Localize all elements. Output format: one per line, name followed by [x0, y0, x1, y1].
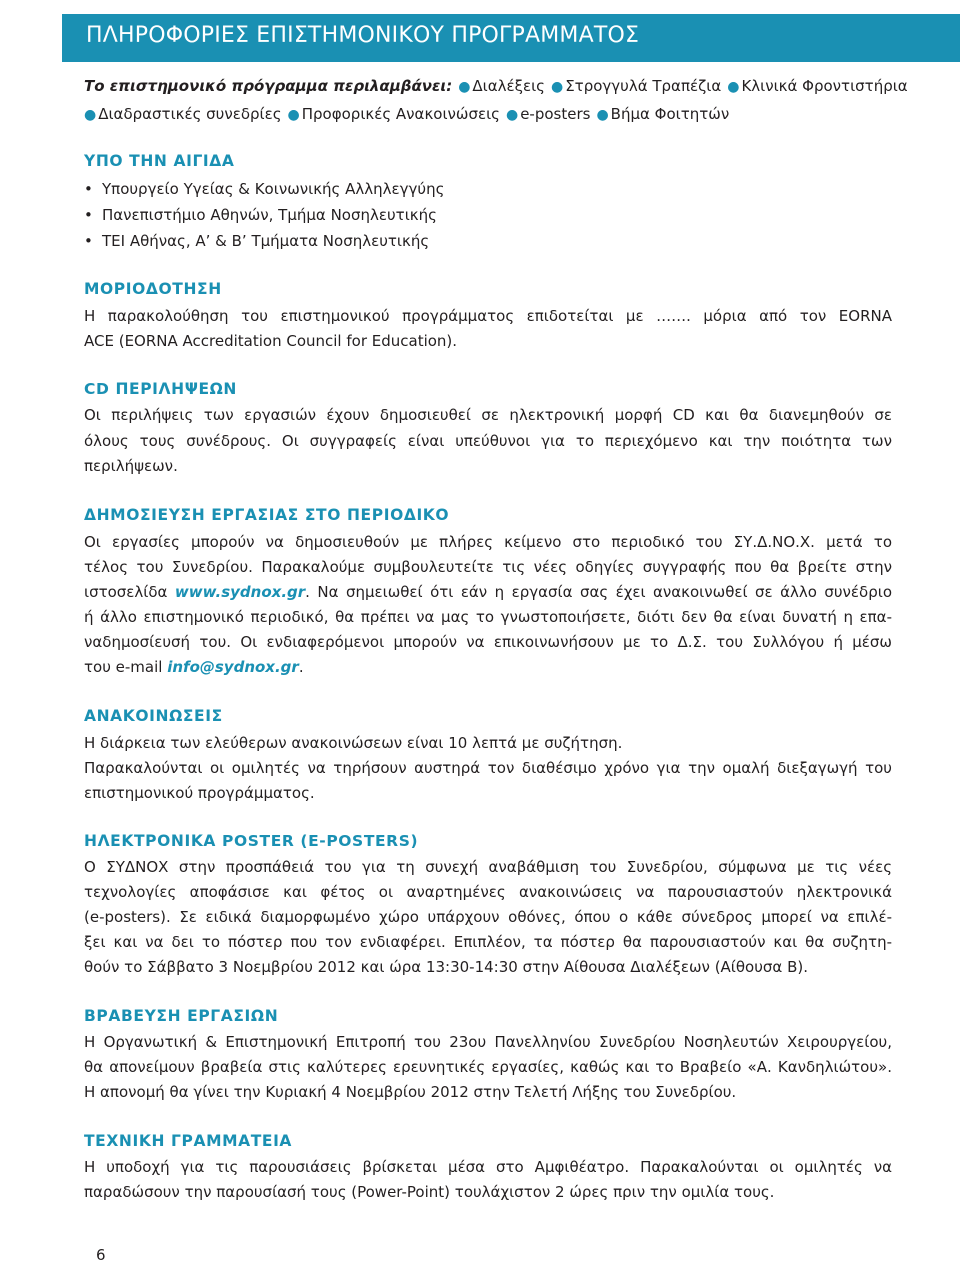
- section-heading-cd: CD ΠΕΡΙΛΗΨΕΩΝ: [84, 380, 237, 398]
- text-span: . Να σημειωθεί ότι εάν η εργασία σας έχει ανακοινωθεί σε άλλο συνέδριο: [305, 583, 892, 601]
- paragraph-line: Η απονομή θα γίνει την Κυριακή 4 Νοεμβρίου 2012 στην Τελετή Λήξης του Συνεδρίου.: [84, 1083, 737, 1101]
- paragraph-line: [84, 657, 304, 677]
- intro-line-2: [84, 104, 729, 125]
- paragraph-line: ξει και να δει το πόστερ που τον ενδιαφέρει. Επιπλέον, τα πόστερ θα παρουσιαστούν και θα συζητη-: [84, 933, 892, 951]
- bullet-icon: •: [84, 206, 93, 224]
- paragraph-line: τέλος του Συνεδρίου. Παρακαλούμε συμβουλευτείτε τις νέες οδηγίες συγγραφής που θα βρείτε στην: [84, 558, 892, 576]
- paragraph-line: [84, 582, 892, 602]
- paragraph-line: Η Οργανωτική & Επιστημονική Επιτροπή του 23ου Πανελληνίου Συνεδρίου Νοσηλευτών Χειρουργείου,: [84, 1033, 892, 1051]
- bullet-icon: •: [84, 232, 93, 250]
- bullet-dot-icon: ●: [596, 107, 609, 123]
- paragraph-line: επιστημονικού προγράμματος.: [84, 784, 315, 802]
- bullet-dot-icon: ●: [287, 107, 300, 123]
- section-heading-credits: ΜΟΡΙΟΔΟΤΗΣΗ: [84, 280, 222, 298]
- intro-item: Διαλέξεις: [472, 77, 545, 95]
- list-item-text: Υπουργείο Υγείας & Κοινωνικής Αλληλεγγύης: [102, 180, 445, 198]
- paragraph-line: Παρακαλούνται οι ομιλητές να τηρήσουν αυστηρά τον διαθέσιμο χρόνο για την ομαλή διεξαγωγή του: [84, 759, 892, 777]
- section-heading-awards: ΒΡΑΒΕΥΣΗ ΕΡΓΑΣΙΩΝ: [84, 1007, 279, 1025]
- intro-item: Στρογγυλά Τραπέζια: [565, 77, 722, 95]
- intro-line-1: [84, 76, 908, 97]
- bullet-icon: •: [84, 180, 93, 198]
- paragraph-line: ναδημοσίευσή του. Οι ενδιαφερόμενοι μπορούν να επικοινωνήσουν με το Δ.Σ. του Συλλόγου ή μέσω: [84, 633, 892, 651]
- bullet-dot-icon: ●: [727, 79, 740, 95]
- paragraph-line: (e-posters). Σε ειδικά διαμορφωμένο χώρο υπάρχουν οθόνες, όπου ο κάθε σύνεδρος μπορεί να επιλέ-: [84, 908, 892, 926]
- paragraph-line: περιλήψεων.: [84, 457, 178, 475]
- paragraph-line: παραδώσουν την παρουσίασή τους (Power-Point) τουλάχιστον 2 ώρες πριν την ομιλία τους.: [84, 1183, 775, 1201]
- section-heading-publication: ΔΗΜΟΣΙΕΥΣΗ ΕΡΓΑΣΙΑΣ ΣΤΟ ΠΕΡΙΟΔΙΚΟ: [84, 506, 450, 524]
- intro-item: e-posters: [520, 105, 591, 123]
- paragraph-line: Η παρακολούθηση του επιστημονικού προγράμματος επιδοτείται με ……. μόρια από τον EORNA: [84, 307, 892, 325]
- section-heading-technical: ΤΕΧΝΙΚΗ ΓΡΑΜΜΑΤΕΙΑ: [84, 1132, 293, 1150]
- paragraph-line: όλους τους συνέδρους. Οι συγγραφείς είναι υπεύθυνοι για το περιεχόμενο και την ποιότητα των: [84, 432, 892, 450]
- text-span: .: [298, 658, 304, 676]
- list-item-text: ΤΕΙ Αθήνας, Α’ & Β’ Τμήματα Νοσηλευτικής: [102, 232, 430, 250]
- section-heading-auspices: ΥΠΟ ΤΗΝ ΑΙΓΙΔΑ: [84, 152, 235, 170]
- bullet-dot-icon: ●: [550, 79, 564, 95]
- website-link[interactable]: www.sydnox.gr: [174, 583, 306, 601]
- intro-item: Βήμα Φοιτητών: [610, 105, 730, 123]
- intro-item: Διαδραστικές συνεδρίες: [98, 105, 282, 123]
- paragraph-line: Οι περιλήψεις των εργασιών έχουν δημοσιευθεί σε ηλεκτρονική μορφή CD και θα διανεμηθούν σε: [84, 406, 892, 424]
- paragraph-line: Οι εργασίες μπορούν να δημοσιευθούν με πλήρες κείμενο στο περιοδικό του ΣΥ.Δ.ΝΟ.Χ. μετά το: [84, 533, 892, 551]
- paragraph-line: τεχνολογίες αποφάσισε και φέτος οι αναρτημένες ανακοινώσεις να παρουσιαστούν ηλεκτρονικά: [84, 883, 892, 901]
- email-link[interactable]: info@sydnox.gr: [167, 658, 299, 676]
- header-bar: [62, 14, 960, 62]
- bullet-dot-icon: ●: [458, 79, 471, 95]
- list-item: [84, 231, 429, 251]
- bullet-dot-icon: ●: [84, 107, 97, 123]
- intro-item: Κλινικά Φροντιστήρια: [741, 77, 908, 95]
- page-number: 6: [96, 1246, 106, 1264]
- list-item: [84, 205, 437, 225]
- page-title: ΠΛΗΡΟΦΟΡΙΕΣ ΕΠΙΣΤΗΜΟΝΙΚΟΥ ΠΡΟΓΡΑΜΜΑΤΟΣ: [86, 23, 640, 48]
- list-item-text: Πανεπιστήμιο Αθηνών, Τμήμα Νοσηλευτικής: [102, 206, 437, 224]
- bullet-dot-icon: ●: [505, 107, 519, 123]
- paragraph-line: θα απονείμουν βραβεία στις καλύτερες ερευνητικές εργασίες, καθώς και το Βραβείο «Α. Κανδηλιώτου».: [84, 1058, 892, 1076]
- section-heading-announcements: ΑΝΑΚΟΙΝΩΣΕΙΣ: [84, 707, 223, 725]
- paragraph-line: Ο ΣΥΔΝΟΧ στην προσπάθειά του για τη συνεχή αναβάθμιση του Συνεδρίου, σύμφωνα με τις νέες: [84, 858, 892, 876]
- intro-item: Προφορικές Ανακοινώσεις: [301, 105, 500, 123]
- text-span: του e-mail: [84, 658, 163, 676]
- paragraph-line: ACE (EORNA Accreditation Council for Education).: [84, 332, 458, 350]
- section-heading-eposters: ΗΛΕΚΤΡΟΝΙΚΑ POSTER (E-POSTERS): [84, 832, 419, 850]
- text-span: ιστοσελίδα: [84, 583, 168, 601]
- paragraph-line: θούν το Σάββατο 3 Νοεμβρίου 2012 και ώρα 13:30-14:30 στην Αίθουσα Διαλέξεων (Αίθουσα Β).: [84, 958, 808, 976]
- list-item: [84, 179, 444, 199]
- paragraph-line: Η υποδοχή για τις παρουσιάσεις βρίσκεται μέσα στο Αμφιθέατρο. Παρακαλούνται οι ομιλητές να: [84, 1158, 892, 1176]
- intro-lead: Το επιστημονικό πρόγραμμα περιλαμβάνει:: [84, 77, 453, 95]
- paragraph-line: ή άλλο επιστημονικό περιοδικό, θα πρέπει να μας το γνωστοποιήσετε, διότι δεν θα είναι δυνατή η επα-: [84, 608, 892, 626]
- paragraph-line: Η διάρκεια των ελεύθερων ανακοινώσεων είναι 10 λεπτά με συζήτηση.: [84, 734, 623, 752]
